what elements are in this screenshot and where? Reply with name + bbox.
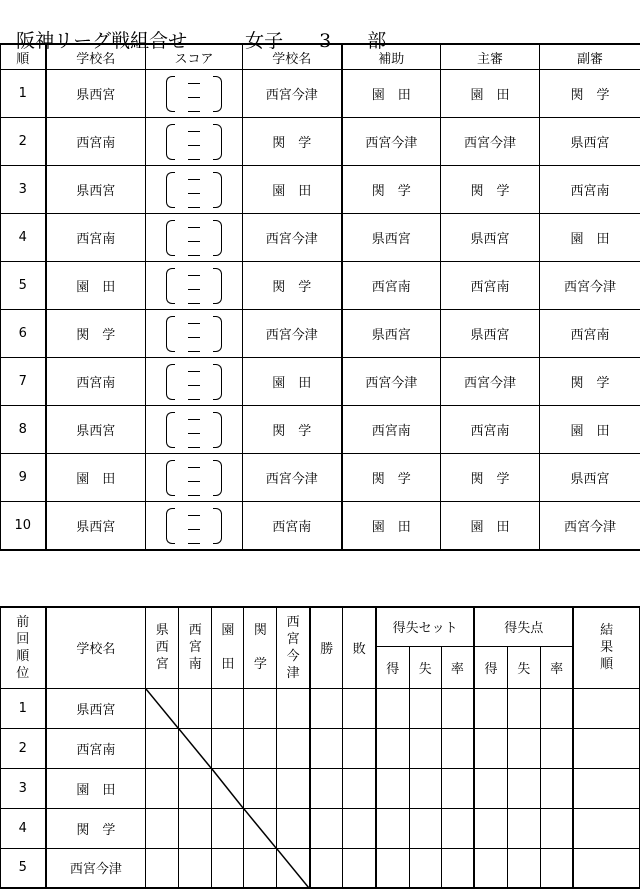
sub-referee-school: 県西宮 [540, 454, 640, 502]
chief-referee-school: 県西宮 [441, 214, 540, 262]
match-result-cell[interactable] [146, 728, 179, 768]
score-dash [188, 145, 200, 146]
wins-cell[interactable] [310, 728, 343, 768]
match-result-cell[interactable] [179, 768, 212, 808]
score-left-bracket [166, 460, 175, 496]
header-opponent-kennishinomiya: 県 西 宮 [146, 607, 179, 688]
score-dash [188, 193, 200, 194]
score-dash [188, 83, 200, 84]
school-b: 関 学 [243, 118, 342, 166]
match-number: 10 [1, 502, 46, 551]
assist-school: 園 田 [342, 502, 441, 551]
assist-school: 県西宮 [342, 214, 441, 262]
sets-ratio-cell[interactable] [441, 768, 474, 808]
school-a: 県西宮 [46, 166, 146, 214]
schedule-header-row [1, 44, 640, 70]
schedule-row [1, 310, 640, 358]
match-result-cell[interactable] [179, 688, 212, 728]
score-dash [188, 131, 200, 132]
score-dash [188, 467, 200, 468]
self-match-cell [277, 848, 310, 888]
schedule-row [1, 166, 640, 214]
header-set-lost: 失 [409, 646, 441, 688]
school-a: 県西宮 [46, 70, 146, 118]
points-won-cell[interactable] [474, 808, 507, 848]
score-right-bracket [213, 508, 222, 544]
score-dash [188, 275, 200, 276]
points-won-cell[interactable] [474, 848, 507, 888]
standings-row [1, 808, 640, 848]
points-ratio-cell[interactable] [540, 728, 573, 768]
self-match-cell [146, 688, 179, 728]
score-bracket [146, 454, 242, 501]
score-dash [188, 323, 200, 324]
score-cell [146, 358, 243, 406]
match-number: 4 [1, 214, 46, 262]
score-dash [188, 495, 200, 496]
header-opponent-nishinomiyaminami: 西 宮 南 [179, 607, 212, 688]
header-assist: 補助 [342, 44, 441, 70]
self-match-cell [244, 808, 277, 848]
header-order: 順 [1, 44, 46, 70]
standings-table [0, 606, 640, 889]
score-dash [188, 481, 200, 482]
score-dash [188, 399, 200, 400]
sets-won-cell[interactable] [376, 728, 409, 768]
school-a: 県西宮 [46, 406, 146, 454]
score-cell [146, 166, 243, 214]
sets-won-cell[interactable] [376, 688, 409, 728]
schedule-row [1, 502, 640, 551]
standings-row [1, 848, 640, 888]
school-a: 西宮南 [46, 214, 146, 262]
points-ratio-cell[interactable] [540, 808, 573, 848]
score-dash [188, 241, 200, 242]
school-a: 西宮南 [46, 118, 146, 166]
school-b: 西宮今津 [243, 454, 342, 502]
match-number: 9 [1, 454, 46, 502]
sets-ratio-cell[interactable] [441, 688, 474, 728]
match-result-cell[interactable] [179, 808, 212, 848]
match-number: 8 [1, 406, 46, 454]
diagonal-line [179, 729, 211, 768]
score-dash [188, 303, 200, 304]
match-result-cell[interactable] [212, 728, 244, 768]
header-chief-referee: 主審 [441, 44, 540, 70]
score-dash [188, 179, 200, 180]
sets-lost-cell[interactable] [409, 768, 441, 808]
sets-won-cell[interactable] [376, 768, 409, 808]
sets-ratio-cell[interactable] [441, 728, 474, 768]
previous-rank: 4 [1, 808, 46, 848]
score-cell [146, 70, 243, 118]
score-left-bracket [166, 412, 175, 448]
wins-cell[interactable] [310, 808, 343, 848]
score-left-bracket [166, 316, 175, 352]
match-result-cell[interactable] [277, 728, 310, 768]
header-set-group: 得失セット [376, 607, 474, 646]
score-bracket [146, 310, 242, 357]
sets-lost-cell[interactable] [409, 808, 441, 848]
school-b: 園 田 [243, 166, 342, 214]
score-dash [188, 227, 200, 228]
score-right-bracket [213, 412, 222, 448]
schedule-row [1, 118, 640, 166]
diagonal-line [212, 769, 243, 808]
assist-school: 園 田 [342, 70, 441, 118]
sets-won-cell[interactable] [376, 808, 409, 848]
match-result-cell[interactable] [277, 768, 310, 808]
school-a: 園 田 [46, 262, 146, 310]
score-bracket [146, 406, 242, 453]
sets-lost-cell[interactable] [409, 688, 441, 728]
score-right-bracket [213, 316, 222, 352]
score-cell [146, 214, 243, 262]
match-result-cell[interactable] [146, 808, 179, 848]
standings-school: 県西宮 [46, 688, 146, 728]
self-match-cell [212, 768, 244, 808]
result-rank-cell[interactable] [573, 728, 639, 768]
score-cell [146, 502, 243, 551]
schedule-row [1, 406, 640, 454]
title-division-number: 3 [319, 30, 331, 52]
sub-referee-school: 西宮南 [540, 166, 640, 214]
header-point-lost: 失 [507, 646, 540, 688]
sub-referee-school: 西宮南 [540, 310, 640, 358]
result-rank-cell[interactable] [573, 808, 639, 848]
header-score: スコア [146, 44, 243, 70]
schedule-row [1, 70, 640, 118]
header-school-b: 学校名 [243, 44, 342, 70]
points-won-cell[interactable] [474, 768, 507, 808]
header-point-group: 得失点 [474, 607, 573, 646]
previous-rank: 1 [1, 688, 46, 728]
sub-referee-school: 園 田 [540, 214, 640, 262]
school-b: 関 学 [243, 262, 342, 310]
standings-school: 西宮南 [46, 728, 146, 768]
score-dash [188, 97, 200, 98]
losses-cell[interactable] [343, 808, 376, 848]
score-left-bracket [166, 76, 175, 112]
score-bracket [146, 214, 242, 261]
chief-referee-school: 関 学 [441, 166, 540, 214]
score-dash [188, 111, 200, 112]
match-number: 6 [1, 310, 46, 358]
wins-cell[interactable] [310, 848, 343, 888]
points-lost-cell[interactable] [507, 728, 540, 768]
match-number: 3 [1, 166, 46, 214]
standings-row [1, 768, 640, 808]
match-result-cell[interactable] [179, 848, 212, 888]
schedule-row [1, 262, 640, 310]
schedule-row [1, 358, 640, 406]
header-wins: 勝 [310, 607, 343, 688]
match-result-cell[interactable] [212, 848, 244, 888]
schedule-row [1, 454, 640, 502]
header-losses: 敗 [343, 607, 376, 688]
school-b: 園 田 [243, 358, 342, 406]
header-set-ratio: 率 [441, 646, 474, 688]
score-dash [188, 419, 200, 420]
losses-cell[interactable] [343, 768, 376, 808]
diagonal-line [244, 809, 276, 848]
losses-cell[interactable] [343, 848, 376, 888]
score-dash [188, 289, 200, 290]
sets-lost-cell[interactable] [409, 728, 441, 768]
score-left-bracket [166, 172, 175, 208]
match-result-cell[interactable] [244, 728, 277, 768]
header-opponent-nishinomiyaimazu: 西 宮 今 津 [277, 607, 310, 688]
schedule-row [1, 214, 640, 262]
sets-ratio-cell[interactable] [441, 848, 474, 888]
wins-cell[interactable] [310, 768, 343, 808]
title-main: 阪神リーグ戦組合せ [16, 26, 187, 53]
points-lost-cell[interactable] [507, 768, 540, 808]
standings-school: 西宮今津 [46, 848, 146, 888]
points-ratio-cell[interactable] [540, 768, 573, 808]
diagonal-line [146, 689, 178, 728]
chief-referee-school: 園 田 [441, 70, 540, 118]
score-dash [188, 529, 200, 530]
score-dash [188, 207, 200, 208]
standings-row [1, 688, 640, 728]
score-dash [188, 385, 200, 386]
diagonal-line [277, 849, 309, 888]
score-bracket [146, 262, 242, 309]
points-won-cell[interactable] [474, 688, 507, 728]
score-dash [188, 447, 200, 448]
match-schedule-table [0, 43, 640, 551]
self-match-cell [179, 728, 212, 768]
header-result-rank: 結 果 順 [573, 607, 639, 688]
score-left-bracket [166, 364, 175, 400]
points-ratio-cell[interactable] [540, 848, 573, 888]
school-a: 関 学 [46, 310, 146, 358]
score-dash [188, 255, 200, 256]
header-set-won: 得 [376, 646, 409, 688]
match-result-cell[interactable] [212, 808, 244, 848]
score-bracket [146, 118, 242, 165]
match-result-cell[interactable] [244, 688, 277, 728]
points-lost-cell[interactable] [507, 688, 540, 728]
school-a: 園 田 [46, 454, 146, 502]
assist-school: 関 学 [342, 454, 441, 502]
losses-cell[interactable] [343, 688, 376, 728]
score-right-bracket [213, 124, 222, 160]
chief-referee-school: 県西宮 [441, 310, 540, 358]
match-result-cell[interactable] [277, 688, 310, 728]
assist-school: 県西宮 [342, 310, 441, 358]
school-b: 西宮南 [243, 502, 342, 551]
score-bracket [146, 70, 242, 117]
result-rank-cell[interactable] [573, 768, 639, 808]
points-ratio-cell[interactable] [540, 688, 573, 728]
score-bracket [146, 502, 242, 549]
score-right-bracket [213, 268, 222, 304]
standings-row [1, 728, 640, 768]
score-right-bracket [213, 364, 222, 400]
result-rank-cell[interactable] [573, 848, 639, 888]
chief-referee-school: 西宮今津 [441, 118, 540, 166]
score-left-bracket [166, 124, 175, 160]
chief-referee-school: 関 学 [441, 454, 540, 502]
previous-rank: 2 [1, 728, 46, 768]
score-bracket [146, 358, 242, 405]
result-rank-cell[interactable] [573, 688, 639, 728]
match-result-cell[interactable] [244, 768, 277, 808]
sets-ratio-cell[interactable] [441, 808, 474, 848]
header-point-won: 得 [474, 646, 507, 688]
score-dash [188, 351, 200, 352]
score-dash [188, 543, 200, 544]
school-a: 西宮南 [46, 358, 146, 406]
score-dash [188, 159, 200, 160]
sets-lost-cell[interactable] [409, 848, 441, 888]
school-b: 西宮今津 [243, 214, 342, 262]
sub-referee-school: 園 田 [540, 406, 640, 454]
match-result-cell[interactable] [146, 768, 179, 808]
match-number: 1 [1, 70, 46, 118]
sets-won-cell[interactable] [376, 848, 409, 888]
match-result-cell[interactable] [277, 808, 310, 848]
match-result-cell[interactable] [146, 848, 179, 888]
standings-header-row-1 [1, 607, 640, 646]
match-number: 5 [1, 262, 46, 310]
score-dash [188, 433, 200, 434]
sub-referee-school: 県西宮 [540, 118, 640, 166]
chief-referee-school: 西宮南 [441, 262, 540, 310]
score-cell [146, 262, 243, 310]
assist-school: 関 学 [342, 166, 441, 214]
sub-referee-school: 関 学 [540, 70, 640, 118]
score-cell [146, 406, 243, 454]
school-a: 県西宮 [46, 502, 146, 551]
previous-rank: 3 [1, 768, 46, 808]
match-number: 7 [1, 358, 46, 406]
points-won-cell[interactable] [474, 728, 507, 768]
header-opponent-sonoda: 園 田 [212, 607, 244, 688]
score-dash [188, 515, 200, 516]
chief-referee-school: 西宮南 [441, 406, 540, 454]
score-dash [188, 337, 200, 338]
points-lost-cell[interactable] [507, 808, 540, 848]
header-opponent-kangaku: 関 学 [244, 607, 277, 688]
score-cell [146, 454, 243, 502]
previous-rank: 5 [1, 848, 46, 888]
score-left-bracket [166, 508, 175, 544]
assist-school: 西宮今津 [342, 118, 441, 166]
sub-referee-school: 関 学 [540, 358, 640, 406]
score-cell [146, 310, 243, 358]
score-left-bracket [166, 268, 175, 304]
school-b: 西宮今津 [243, 70, 342, 118]
match-result-cell[interactable] [244, 848, 277, 888]
wins-cell[interactable] [310, 688, 343, 728]
header-previous-rank: 前 回 順 位 [1, 607, 46, 688]
title-group: 女子 [245, 26, 283, 53]
assist-school: 西宮南 [342, 262, 441, 310]
school-b: 西宮今津 [243, 310, 342, 358]
score-right-bracket [213, 220, 222, 256]
score-right-bracket [213, 172, 222, 208]
score-right-bracket [213, 76, 222, 112]
sub-referee-school: 西宮今津 [540, 502, 640, 551]
assist-school: 西宮今津 [342, 358, 441, 406]
match-number: 2 [1, 118, 46, 166]
header-school-name: 学校名 [46, 607, 146, 688]
chief-referee-school: 園 田 [441, 502, 540, 551]
school-b: 関 学 [243, 406, 342, 454]
header-point-ratio: 率 [540, 646, 573, 688]
standings-school: 園 田 [46, 768, 146, 808]
match-result-cell[interactable] [212, 688, 244, 728]
score-left-bracket [166, 220, 175, 256]
standings-school: 関 学 [46, 808, 146, 848]
points-lost-cell[interactable] [507, 848, 540, 888]
score-bracket [146, 166, 242, 213]
score-dash [188, 371, 200, 372]
title-division-label: 部 [367, 26, 386, 53]
sub-referee-school: 西宮今津 [540, 262, 640, 310]
header-sub-referee: 副審 [540, 44, 640, 70]
score-cell [146, 118, 243, 166]
losses-cell[interactable] [343, 728, 376, 768]
assist-school: 西宮南 [342, 406, 441, 454]
chief-referee-school: 西宮今津 [441, 358, 540, 406]
header-school-a: 学校名 [46, 44, 146, 70]
score-right-bracket [213, 460, 222, 496]
